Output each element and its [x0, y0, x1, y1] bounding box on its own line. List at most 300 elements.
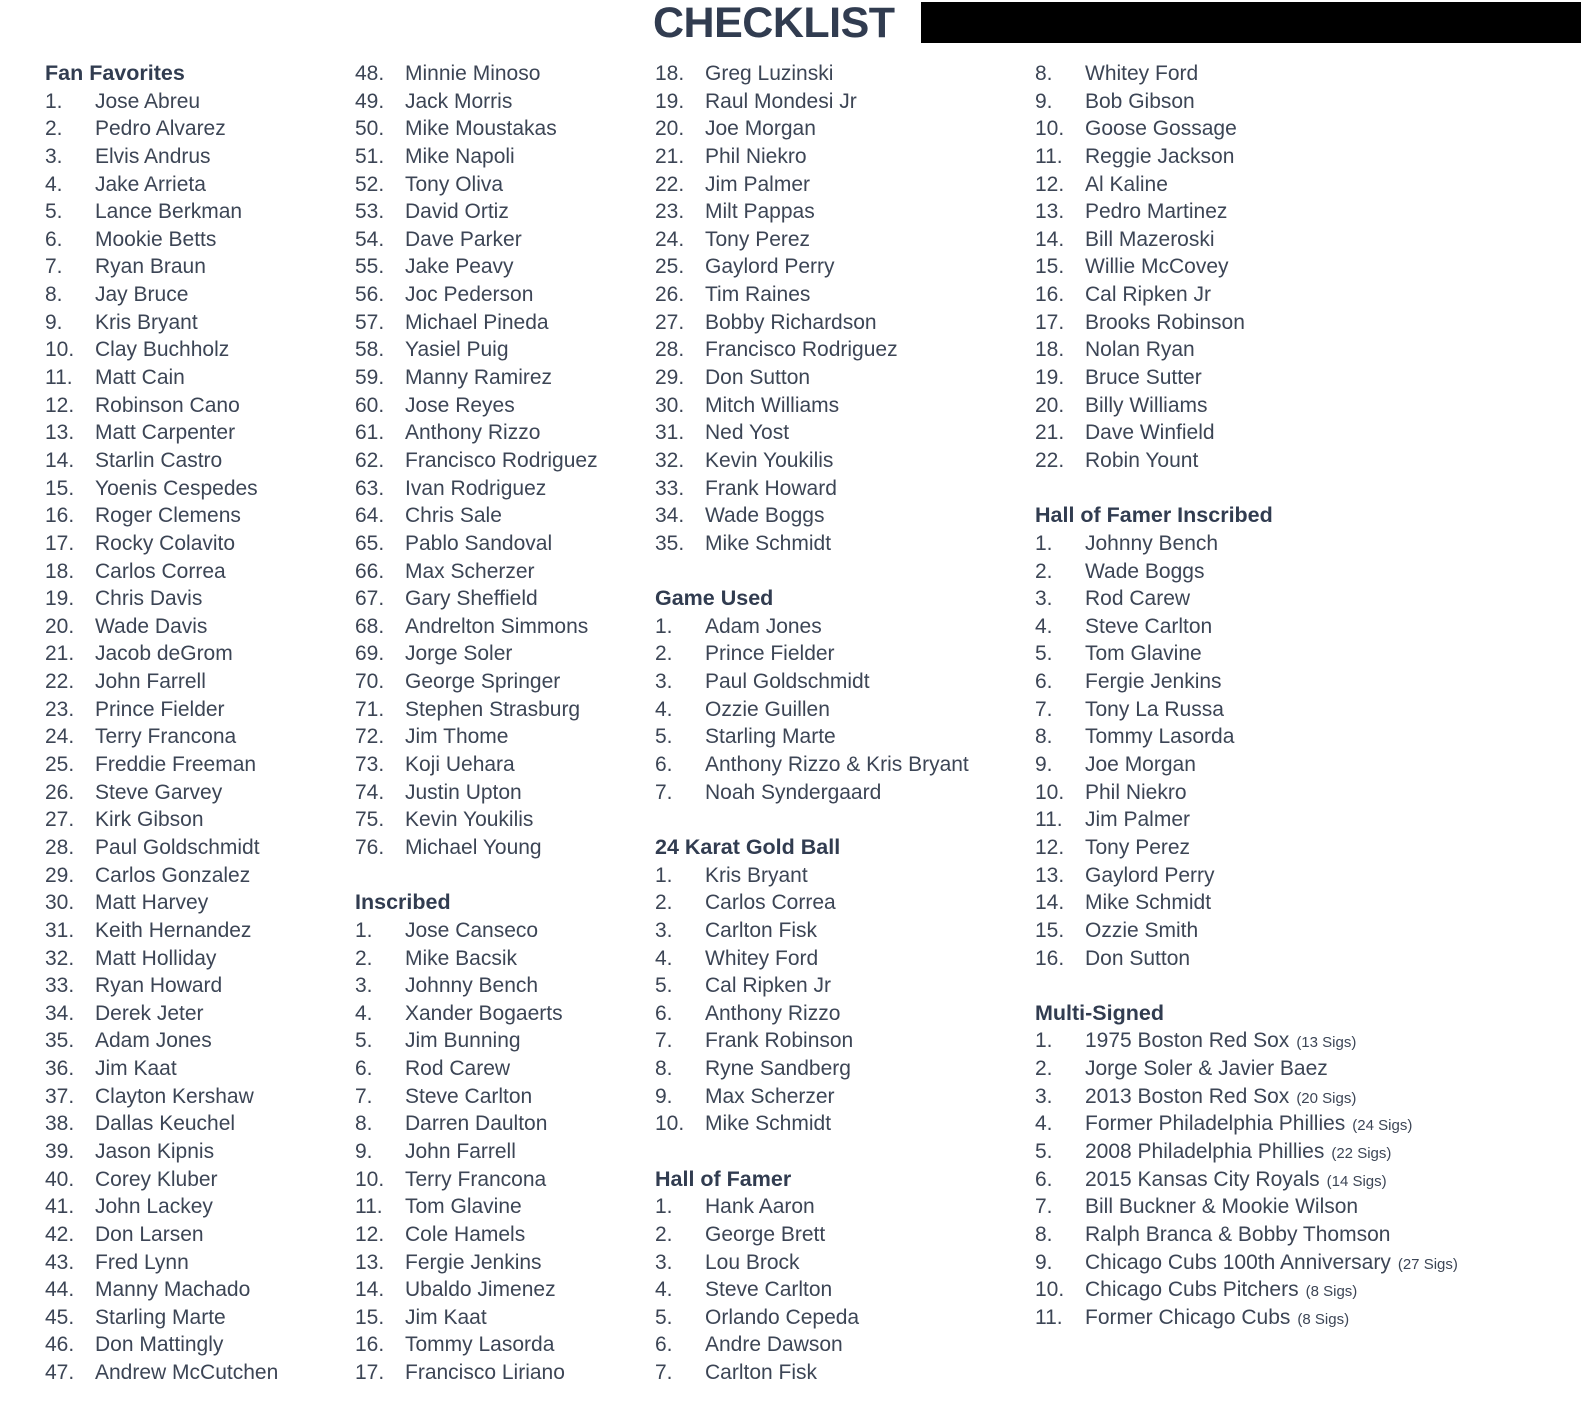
item-number: 1.	[355, 918, 373, 942]
item-number: 5.	[1035, 642, 1053, 666]
item-number: 7.	[655, 780, 673, 804]
checklist-item	[45, 198, 355, 226]
item-number: 4.	[355, 1001, 373, 1025]
checklist-item	[355, 1166, 655, 1194]
item-number: 6.	[655, 1333, 673, 1357]
item-number: 13.	[45, 421, 75, 445]
item-number: 18.	[45, 559, 75, 583]
item-name: Lance Berkman	[95, 200, 243, 224]
item-number: 9.	[1035, 89, 1053, 113]
checklist-item	[655, 309, 1035, 337]
item-number: 40.	[45, 1167, 75, 1191]
item-number: 52.	[355, 172, 385, 196]
checklist-item	[45, 447, 355, 475]
item-number: 9.	[1035, 1250, 1053, 1274]
item-number: 65.	[355, 531, 385, 555]
checklist-item	[355, 1027, 655, 1055]
checklist-item	[45, 392, 355, 420]
item-number: 13.	[355, 1250, 385, 1274]
item-name: Max Scherzer	[705, 1084, 835, 1108]
item-name: Tony Perez	[1085, 835, 1191, 859]
checklist-item	[655, 502, 1035, 530]
checklist-item	[1035, 862, 1581, 890]
checklist-item	[45, 1083, 355, 1111]
item-name: Phil Niekro	[705, 144, 807, 168]
item-name: Gary Sheffield	[405, 587, 538, 611]
item-number: 26.	[655, 283, 685, 307]
item-number: 21.	[45, 642, 75, 666]
item-name: Fergie Jenkins	[1085, 670, 1222, 694]
item-name: Starling Marte	[95, 1305, 226, 1329]
checklist-item	[655, 1221, 1035, 1249]
item-name: Francisco Rodriguez	[705, 338, 898, 362]
item-number: 10.	[355, 1167, 385, 1191]
item-number: 34.	[655, 504, 685, 528]
item-name: Ivan Rodriguez	[405, 476, 547, 500]
checklist-item	[655, 336, 1035, 364]
checklist-item	[1035, 88, 1581, 116]
item-number: 3.	[1035, 1084, 1053, 1108]
item-number: 33.	[655, 476, 685, 500]
checklist-item	[355, 364, 655, 392]
item-name: Gaylord Perry	[1085, 863, 1215, 887]
item-number: 29.	[655, 366, 685, 390]
checklist-item	[1035, 1027, 1581, 1055]
checklist-item	[355, 558, 655, 586]
item-number: 69.	[355, 642, 385, 666]
item-name: Darren Daulton	[405, 1112, 548, 1136]
checklist-item	[45, 364, 355, 392]
checklist-item	[45, 171, 355, 199]
item-name: Tim Raines	[705, 283, 811, 307]
checklist-item	[655, 613, 1035, 641]
item-name: Carlos Gonzalez	[95, 863, 251, 887]
checklist-item	[655, 668, 1035, 696]
item-name: Jim Kaat	[95, 1057, 177, 1081]
item-number: 64.	[355, 504, 385, 528]
item-name: Hank Aaron	[705, 1195, 815, 1219]
checklist-item	[355, 419, 655, 447]
checklist-item	[355, 1138, 655, 1166]
item-number: 17.	[45, 531, 75, 555]
item-name: Greg Luzinski	[705, 62, 834, 85]
item-number: 9.	[355, 1139, 373, 1163]
item-number: 26.	[45, 780, 75, 804]
item-number: 16.	[45, 504, 75, 528]
checklist-item	[1035, 1138, 1581, 1166]
item-name: Wade Boggs	[1085, 559, 1205, 583]
item-name: Bobby Richardson	[705, 310, 877, 334]
checklist-item	[655, 1000, 1035, 1028]
item-name: George Brett	[705, 1222, 826, 1246]
checklist-item	[655, 475, 1035, 503]
checklist-item	[45, 945, 355, 973]
section-gap	[655, 558, 1035, 586]
item-number: 31.	[45, 918, 75, 942]
section-gap	[655, 1138, 1035, 1166]
item-number: 15.	[45, 476, 75, 500]
checklist-item	[45, 1138, 355, 1166]
item-number: 34.	[45, 1001, 75, 1025]
item-number: 48.	[355, 62, 385, 85]
checklist-item	[45, 862, 355, 890]
item-name: Brooks Robinson	[1085, 310, 1245, 334]
checklist-item	[45, 1027, 355, 1055]
checklist-item	[45, 696, 355, 724]
item-number: 16.	[355, 1333, 385, 1357]
item-name: Anthony Rizzo & Kris Bryant	[705, 753, 969, 777]
item-name: Rod Carew	[1085, 587, 1191, 611]
checklist-item	[45, 281, 355, 309]
checklist-item	[45, 889, 355, 917]
item-name: Jacob deGrom	[95, 642, 233, 666]
item-number: 30.	[655, 393, 685, 417]
item-number: 10.	[1035, 780, 1065, 804]
checklist-item	[655, 115, 1035, 143]
item-number: 7.	[1035, 697, 1053, 721]
checklist-item	[355, 115, 655, 143]
checklist-item	[655, 88, 1035, 116]
item-name: Ozzie Smith	[1085, 918, 1199, 942]
checklist-item	[655, 889, 1035, 917]
item-number: 9.	[45, 310, 63, 334]
item-name: Michael Pineda	[405, 310, 549, 334]
item-name: Tony Oliva	[405, 172, 504, 196]
checklist-item	[1035, 585, 1581, 613]
checklist-item	[45, 779, 355, 807]
item-name: Jim Bunning	[405, 1029, 521, 1053]
checklist-item	[355, 392, 655, 420]
item-name: Mike Bacsik	[405, 946, 518, 970]
item-name: Robinson Cano	[95, 393, 240, 417]
item-number: 22.	[45, 670, 75, 694]
item-number: 72.	[355, 725, 385, 749]
checklist-item	[655, 253, 1035, 281]
item-name: Willie McCovey	[1085, 255, 1229, 279]
item-name: Max Scherzer	[405, 559, 535, 583]
item-name: Ryan Howard	[95, 974, 223, 998]
item-number: 60.	[355, 393, 385, 417]
checklist-item	[1035, 1166, 1581, 1194]
item-sig-count: (8 Sigs)	[1297, 1310, 1350, 1328]
checklist-item	[655, 972, 1035, 1000]
checklist-item	[655, 364, 1035, 392]
item-number: 43.	[45, 1250, 75, 1274]
checklist-item	[655, 1027, 1035, 1055]
item-name: Steve Carlton	[705, 1278, 833, 1302]
item-number: 71.	[355, 697, 385, 721]
checklist-item	[1035, 640, 1581, 668]
item-number: 19.	[1035, 366, 1065, 390]
item-number: 20.	[1035, 393, 1065, 417]
item-number: 42.	[45, 1222, 75, 1246]
checklist-item	[655, 1110, 1035, 1138]
item-name: Mookie Betts	[95, 227, 217, 251]
item-name: Jay Bruce	[95, 283, 189, 307]
checklist-item	[355, 585, 655, 613]
item-name: Carlton Fisk	[705, 918, 818, 942]
item-name: Frank Robinson	[705, 1029, 854, 1053]
item-number: 12.	[1035, 172, 1065, 196]
checklist-item	[1035, 1276, 1581, 1304]
item-name: Frank Howard	[705, 476, 837, 500]
item-number: 2.	[1035, 559, 1053, 583]
checklist-item	[45, 1193, 355, 1221]
item-number: 6.	[1035, 1167, 1053, 1191]
item-number: 1.	[45, 89, 63, 113]
checklist-item	[655, 779, 1035, 807]
checklist-item	[655, 143, 1035, 171]
item-number: 29.	[45, 863, 75, 887]
item-name: Cal Ripken Jr	[1085, 283, 1212, 307]
item-name: Francisco Rodriguez	[405, 448, 598, 472]
checklist-item	[355, 1249, 655, 1277]
item-name: Kris Bryant	[705, 863, 808, 887]
checklist-item	[355, 502, 655, 530]
item-number: 14.	[1035, 891, 1065, 915]
checklist-item	[655, 1083, 1035, 1111]
checklist-item	[655, 60, 1035, 88]
item-name: Ralph Branca & Bobby Thomson	[1085, 1222, 1391, 1246]
item-sig-count: (22 Sigs)	[1331, 1144, 1392, 1162]
item-name: Justin Upton	[405, 780, 522, 804]
item-name: Jim Thome	[405, 725, 509, 749]
item-number: 51.	[355, 144, 385, 168]
item-number: 9.	[1035, 753, 1053, 777]
item-name: Clay Buchholz	[95, 338, 230, 362]
item-name: Gaylord Perry	[705, 255, 835, 279]
item-number: 23.	[655, 200, 685, 224]
item-number: 17.	[1035, 310, 1065, 334]
checklist-item	[355, 226, 655, 254]
checklist-item	[355, 751, 655, 779]
item-number: 17.	[355, 1361, 385, 1385]
item-number: 68.	[355, 614, 385, 638]
item-number: 5.	[1035, 1139, 1053, 1163]
item-name: Al Kaline	[1085, 172, 1168, 196]
checklist-item	[1035, 1193, 1581, 1221]
item-number: 35.	[655, 531, 685, 555]
item-number: 63.	[355, 476, 385, 500]
item-name: Former Philadelphia Phillies	[1085, 1112, 1346, 1136]
page-title: CHECKLIST	[653, 0, 895, 47]
item-name: Clayton Kershaw	[95, 1084, 254, 1108]
item-name: Prince Fielder	[95, 697, 225, 721]
checklist-item	[45, 1110, 355, 1138]
item-name: Roger Clemens	[95, 504, 241, 528]
item-number: 76.	[355, 835, 385, 859]
item-number: 8.	[1035, 1222, 1053, 1246]
item-name: Johnny Bench	[1085, 531, 1219, 555]
item-name: Paul Goldschmidt	[705, 670, 870, 694]
item-number: 67.	[355, 587, 385, 611]
item-name: Fred Lynn	[95, 1250, 189, 1274]
item-name: Steve Carlton	[405, 1084, 533, 1108]
item-number: 12.	[355, 1222, 385, 1246]
item-name: Mike Napoli	[405, 144, 515, 168]
item-name: Kevin Youkilis	[405, 808, 534, 832]
section-header: Game Used	[655, 586, 774, 611]
item-number: 11.	[1035, 144, 1063, 168]
checklist-item	[655, 1249, 1035, 1277]
item-name: Elvis Andrus	[95, 144, 211, 168]
item-name: 2015 Kansas City Royals	[1085, 1167, 1320, 1191]
item-name: Don Larsen	[95, 1222, 204, 1246]
checklist-item	[45, 1304, 355, 1332]
checklist-item	[45, 1055, 355, 1083]
item-name: Ryan Braun	[95, 255, 206, 279]
item-number: 46.	[45, 1333, 75, 1357]
item-number: 10.	[1035, 117, 1065, 141]
checklist-item	[355, 88, 655, 116]
section-gap	[1035, 972, 1581, 1000]
item-name: Jake Peavy	[405, 255, 514, 279]
section-gap	[1035, 475, 1581, 503]
checklist-item	[355, 281, 655, 309]
checklist-item	[45, 475, 355, 503]
checklist-item	[45, 88, 355, 116]
item-name: Former Chicago Cubs	[1085, 1305, 1291, 1329]
checklist-item	[355, 171, 655, 199]
checklist-item	[1035, 723, 1581, 751]
item-number: 3.	[45, 144, 63, 168]
item-name: Dave Parker	[405, 227, 522, 251]
item-number: 8.	[655, 1057, 673, 1081]
item-name: Cole Hamels	[405, 1222, 526, 1246]
item-number: 9.	[655, 1084, 673, 1108]
item-number: 21.	[655, 144, 685, 168]
checklist-item	[45, 972, 355, 1000]
item-name: Michael Young	[405, 835, 542, 859]
checklist-column	[1035, 60, 1581, 1331]
item-name: Dave Winfield	[1085, 421, 1215, 445]
item-number: 18.	[655, 62, 685, 85]
checklist-item	[655, 640, 1035, 668]
item-name: Jorge Soler	[405, 642, 513, 666]
checklist-item	[45, 558, 355, 586]
checklist-item	[45, 253, 355, 281]
item-number: 15.	[1035, 255, 1065, 279]
item-name: Mike Schmidt	[1085, 891, 1212, 915]
item-name: Jake Arrieta	[95, 172, 206, 196]
item-name: Orlando Cepeda	[705, 1305, 860, 1329]
item-number: 59.	[355, 366, 385, 390]
checklist-item	[1035, 1304, 1581, 1332]
checklist-item	[355, 143, 655, 171]
item-name: Jim Palmer	[705, 172, 811, 196]
item-name: Nolan Ryan	[1085, 338, 1195, 362]
checklist-item	[655, 198, 1035, 226]
checklist-item	[45, 143, 355, 171]
checklist-item	[355, 530, 655, 558]
item-name: Ubaldo Jimenez	[405, 1278, 556, 1302]
item-name: Pedro Martinez	[1085, 200, 1228, 224]
item-number: 4.	[655, 1278, 673, 1302]
section-gap	[655, 806, 1035, 834]
item-number: 1.	[655, 1195, 673, 1219]
checklist-item	[355, 447, 655, 475]
item-name: Keith Hernandez	[95, 918, 252, 942]
item-number: 8.	[1035, 725, 1053, 749]
item-number: 13.	[1035, 863, 1065, 887]
checklist-item	[1035, 613, 1581, 641]
item-name: George Springer	[405, 670, 561, 694]
checklist-item	[1035, 530, 1581, 558]
item-name: Goose Gossage	[1085, 117, 1237, 141]
item-name: Joc Pederson	[405, 283, 534, 307]
item-number: 57.	[355, 310, 385, 334]
item-name: Starling Marte	[705, 725, 836, 749]
checklist-item	[45, 806, 355, 834]
item-name: John Farrell	[405, 1139, 516, 1163]
checklist-item	[1035, 917, 1581, 945]
item-name: Chris Sale	[405, 504, 502, 528]
checklist-item	[655, 392, 1035, 420]
item-number: 19.	[655, 89, 685, 113]
item-name: Cal Ripken Jr	[705, 974, 832, 998]
item-name: Reggie Jackson	[1085, 144, 1235, 168]
item-name: Matt Holliday	[95, 946, 217, 970]
item-number: 8.	[45, 283, 63, 307]
checklist-item	[45, 723, 355, 751]
item-name: Bill Mazeroski	[1085, 227, 1215, 251]
item-name: Jim Palmer	[1085, 808, 1191, 832]
item-name: Jose Abreu	[95, 89, 201, 113]
item-number: 1.	[655, 614, 673, 638]
item-name: 2013 Boston Red Sox	[1085, 1084, 1290, 1108]
item-number: 2.	[655, 1222, 673, 1246]
checklist-item	[1035, 558, 1581, 586]
item-number: 20.	[45, 614, 75, 638]
item-name: Dallas Keuchel	[95, 1112, 236, 1136]
section-header: Multi-Signed	[1035, 1000, 1164, 1025]
item-name: Don Sutton	[1085, 946, 1191, 970]
item-number: 3.	[655, 918, 673, 942]
item-number: 73.	[355, 753, 385, 777]
checklist-item	[655, 945, 1035, 973]
checklist-item	[1035, 1249, 1581, 1277]
item-name: Kirk Gibson	[95, 808, 204, 832]
item-name: Anthony Rizzo	[405, 421, 541, 445]
checklist-item	[45, 1221, 355, 1249]
item-number: 3.	[655, 670, 673, 694]
checklist-item	[655, 1193, 1035, 1221]
checklist-item	[355, 945, 655, 973]
item-name: Chris Davis	[95, 587, 203, 611]
item-name: Milt Pappas	[705, 200, 815, 224]
checklist-item	[1035, 696, 1581, 724]
item-name: Tony Perez	[705, 227, 811, 251]
checklist-item	[655, 862, 1035, 890]
item-number: 2.	[1035, 1057, 1053, 1081]
item-number: 2.	[655, 891, 673, 915]
item-number: 50.	[355, 117, 385, 141]
item-number: 37.	[45, 1084, 75, 1108]
item-name: Paul Goldschmidt	[95, 835, 260, 859]
item-number: 14.	[1035, 227, 1065, 251]
item-number: 31.	[655, 421, 685, 445]
checklist-item	[355, 779, 655, 807]
item-number: 47.	[45, 1361, 75, 1385]
item-number: 30.	[45, 891, 75, 915]
section-header: Inscribed	[355, 890, 451, 915]
item-name: Phil Niekro	[1085, 780, 1187, 804]
checklist-item	[45, 585, 355, 613]
checklist-item	[1035, 336, 1581, 364]
item-name: Starlin Castro	[95, 448, 223, 472]
checklist-item	[355, 253, 655, 281]
item-name: Andrelton Simmons	[405, 614, 589, 638]
